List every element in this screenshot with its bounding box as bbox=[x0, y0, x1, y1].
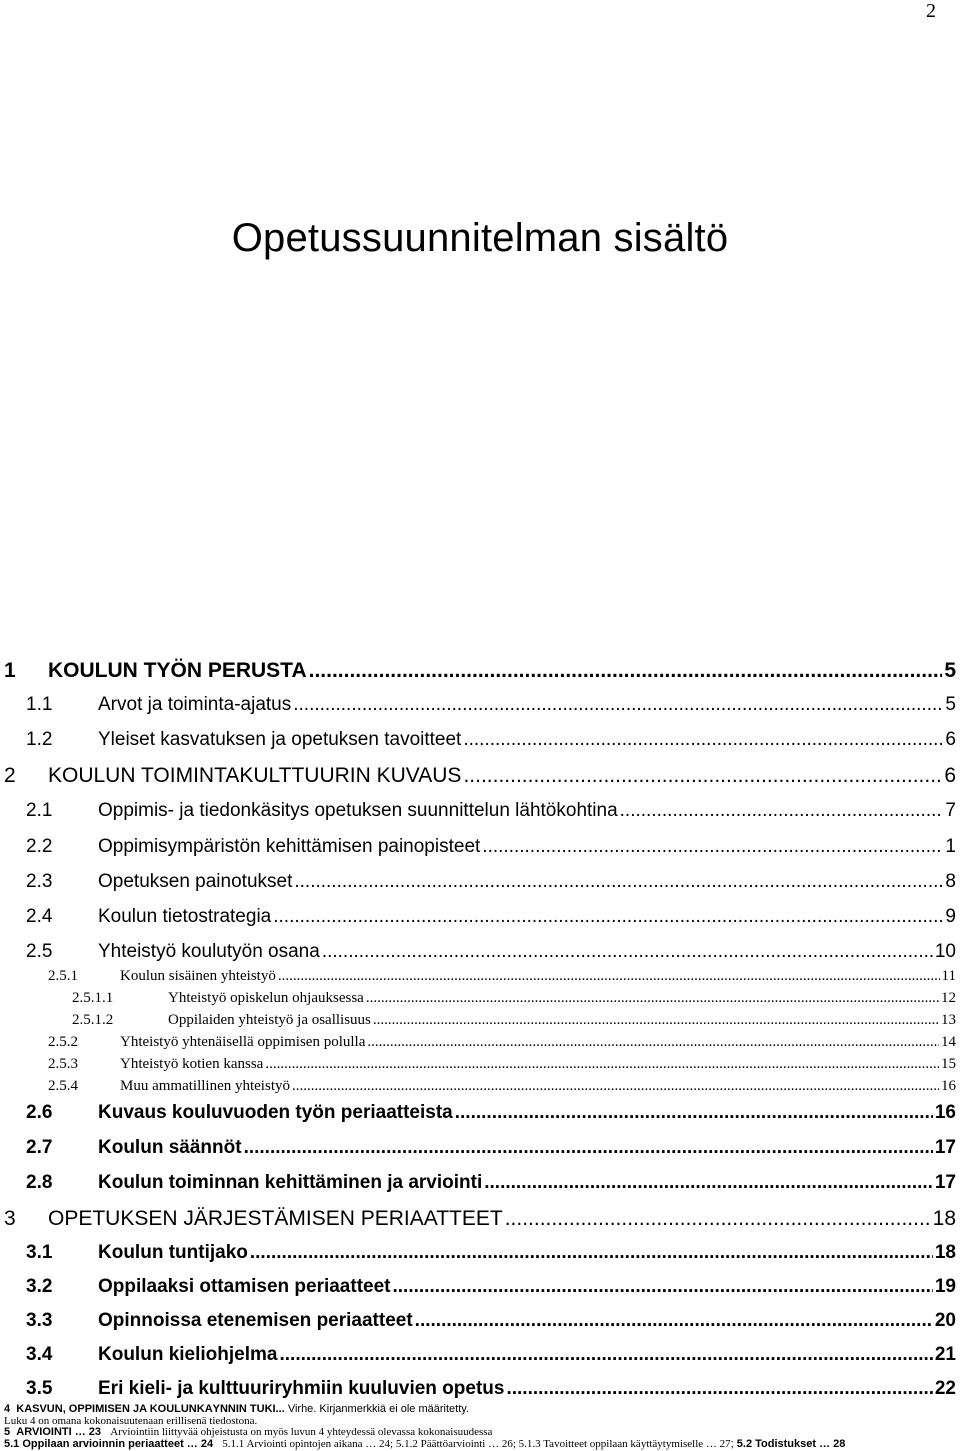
toc-number: 1.2 bbox=[26, 729, 53, 750]
toc-number: 3 bbox=[4, 1207, 16, 1230]
toc-page: 17 bbox=[934, 1172, 956, 1193]
toc-entry[interactable]: 5 ARVIOINTI … 23 Arviointiin liittyvää ohjeistusta on myös luvun 4 yhteydessä olevassa kokonaisuudessa bbox=[4, 1426, 493, 1438]
toc-number: 2.4 bbox=[26, 906, 53, 927]
toc-text: Arviointi opintojen aikana bbox=[246, 1437, 363, 1450]
toc-text: Todistukset bbox=[755, 1437, 817, 1450]
toc-leader: ... bbox=[275, 1404, 285, 1415]
toc-page: 24 bbox=[200, 1437, 214, 1450]
toc-number: 2.8 bbox=[26, 1172, 53, 1193]
toc-page: 11 bbox=[941, 968, 956, 984]
toc-page: 12 bbox=[941, 990, 956, 1006]
toc-page: 24 bbox=[379, 1437, 391, 1450]
toc-number: 4 bbox=[4, 1404, 11, 1415]
toc-page: 23 bbox=[88, 1426, 102, 1438]
toc-text: KOULUN TOIMINTAKULTTUURIN KUVAUS bbox=[48, 764, 462, 787]
toc-entry[interactable] bbox=[4, 1404, 956, 1416]
toc-text: Yhteistyö kotien kanssa bbox=[120, 1056, 264, 1072]
toc-page: 16 bbox=[941, 1078, 956, 1094]
toc-text: Opinnoissa etenemisen periaatteet bbox=[98, 1310, 413, 1331]
toc-text: Koulun toiminnan kehittäminen ja arviointi bbox=[98, 1172, 483, 1193]
toc-page: 16 bbox=[934, 1102, 956, 1123]
toc-number: 5.1.3 bbox=[518, 1437, 541, 1450]
toc-number: 2.7 bbox=[26, 1137, 53, 1158]
toc-number: 1 bbox=[4, 659, 16, 682]
toc-text: Koulun tuntijako bbox=[98, 1242, 248, 1263]
toc-page: 28 bbox=[833, 1437, 846, 1450]
toc-entry[interactable] bbox=[26, 1378, 956, 1400]
toc-number: 2.5.1.1 bbox=[72, 990, 114, 1006]
toc-leader bbox=[506, 1378, 932, 1400]
toc-number: 2.3 bbox=[26, 871, 53, 892]
toc-number: 2.6 bbox=[26, 1102, 53, 1123]
toc-page: 5 bbox=[944, 659, 956, 682]
toc-page: 17 bbox=[934, 1137, 956, 1158]
toc-text: Yhteistyö koulutyön osana bbox=[98, 941, 320, 962]
toc-text: ARVIOINTI bbox=[16, 1426, 72, 1438]
toc-page: 26 bbox=[501, 1437, 513, 1450]
toc-text: Oppimis- ja tiedonkäsitys opetuksen suunnittelun lähtökohtina bbox=[98, 800, 618, 821]
toc-page: 1 bbox=[945, 836, 956, 857]
toc-note: Luku 4 on omana kokonaisuutenaan erillisenä tiedostona. bbox=[4, 1414, 258, 1427]
toc-text: Kuvaus kouluvuoden työn periaatteista bbox=[98, 1102, 453, 1123]
toc-page: 5 bbox=[945, 694, 956, 715]
toc-note: Arviointiin liittyvää ohjeistusta on myös luvun 4 yhteydessä olevassa kokonaisuudessa bbox=[110, 1426, 493, 1438]
toc-page: 10 bbox=[934, 941, 956, 962]
toc-text: Arvot ja toiminta-ajatus bbox=[98, 694, 292, 715]
toc-text: Oppilaan arvioinnin periaatteet bbox=[22, 1437, 184, 1450]
toc-number: 3.4 bbox=[26, 1344, 53, 1365]
toc-text: KASVUN, OPPIMISEN JA KOULUNKÄYNNIN TUKI bbox=[16, 1404, 276, 1415]
page-number: 2 bbox=[926, 0, 936, 22]
toc-page: 27 bbox=[719, 1437, 731, 1450]
toc-text: Koulun tietostrategia bbox=[98, 906, 272, 927]
toc-page: 22 bbox=[934, 1378, 956, 1399]
toc-page: 19 bbox=[934, 1276, 956, 1297]
toc-number: 5.1.2 bbox=[395, 1437, 418, 1450]
toc-text: Yhteistyö opiskelun ohjauksessa bbox=[168, 990, 364, 1006]
toc-page: 15 bbox=[941, 1056, 956, 1072]
toc-number: 3.1 bbox=[26, 1242, 53, 1263]
toc-number: 5.1 bbox=[4, 1437, 20, 1450]
toc-number: 3.2 bbox=[26, 1276, 53, 1297]
page-title: Opetussuunnitelman sisältö bbox=[231, 216, 729, 260]
toc-text: Koulun sisäinen yhteistyö bbox=[120, 968, 276, 984]
toc-page: 6 bbox=[945, 729, 956, 750]
toc-page: 21 bbox=[934, 1344, 956, 1365]
toc-number: 5.1.1 bbox=[222, 1437, 245, 1450]
toc-number: 2.5.2 bbox=[48, 1034, 78, 1050]
toc-number: 2 bbox=[4, 764, 16, 787]
toc-page: 18 bbox=[932, 1207, 956, 1230]
toc-number: 5 bbox=[4, 1426, 11, 1438]
toc-text: Koulun kieliohjelma bbox=[98, 1344, 278, 1365]
toc-page: 18 bbox=[934, 1242, 956, 1263]
toc-number: 1.1 bbox=[26, 694, 53, 715]
toc-page: 13 bbox=[941, 1012, 956, 1028]
toc-entry[interactable]: 5.1 Oppilaan arvioinnin periaatteet … 24 5.1.1 Arviointi opintojen aikana … 24; 5.1.2 Päättöarviointi … 26; 5.1.3 Tavoitteet oppilaan käyttäytymiselle … 27; 5.2 Todistukset … 28 bbox=[4, 1437, 846, 1450]
toc-number: 2.1 bbox=[26, 800, 53, 821]
toc-page: 14 bbox=[941, 1034, 956, 1050]
toc-page: 7 bbox=[945, 800, 956, 821]
toc-text: KOULUN TYÖN PERUSTA bbox=[48, 659, 307, 682]
toc-text: Muu ammatillinen yhteistyö bbox=[120, 1078, 290, 1094]
toc-number: 2.5 bbox=[26, 941, 53, 962]
toc-overflow-block bbox=[0, 1404, 960, 1451]
toc-page: 9 bbox=[945, 906, 956, 927]
toc-text: Koulun säännöt bbox=[98, 1137, 242, 1158]
toc-number: 2.5.3 bbox=[48, 1056, 78, 1072]
toc-page: 8 bbox=[945, 871, 956, 892]
toc-page: 20 bbox=[934, 1310, 956, 1331]
toc-page: 6 bbox=[944, 764, 956, 787]
toc-text: Yhteistyö yhtenäisellä oppimisen polulla bbox=[120, 1034, 366, 1050]
toc-text: Yleiset kasvatuksen ja opetuksen tavoitteet bbox=[98, 729, 462, 750]
toc-number: 3.5 bbox=[26, 1378, 53, 1399]
toc-number: 2.5.1.2 bbox=[72, 1012, 114, 1028]
toc-text: Oppilaiden yhteistyö ja osallisuus bbox=[168, 1012, 371, 1028]
toc-text: OPETUKSEN JÄRJESTÄMISEN PERIAATTEET bbox=[48, 1207, 503, 1230]
toc-error: Virhe. Kirjanmerkkiä ei ole määritetty. bbox=[284, 1404, 469, 1415]
toc-text: Päättöarviointi bbox=[420, 1437, 486, 1450]
toc-text: Oppimisympäristön kehittämisen painopisteet bbox=[98, 836, 481, 857]
toc-text: Eri kieli- ja kulttuuriryhmiin kuuluvien opetus bbox=[98, 1378, 505, 1399]
toc-number: 2.2 bbox=[26, 836, 53, 857]
toc-number: 3.3 bbox=[26, 1310, 53, 1331]
toc-text: Opetuksen painotukset bbox=[98, 871, 293, 892]
toc-number: 5.2 bbox=[736, 1437, 753, 1450]
toc-number: 2.5.1 bbox=[48, 968, 78, 984]
toc-text: Oppilaaksi ottamisen periaatteet bbox=[98, 1276, 391, 1297]
toc-number: 2.5.4 bbox=[48, 1078, 78, 1094]
toc-text: Tavoitteet oppilaan käyttäytymiselle bbox=[543, 1437, 704, 1450]
